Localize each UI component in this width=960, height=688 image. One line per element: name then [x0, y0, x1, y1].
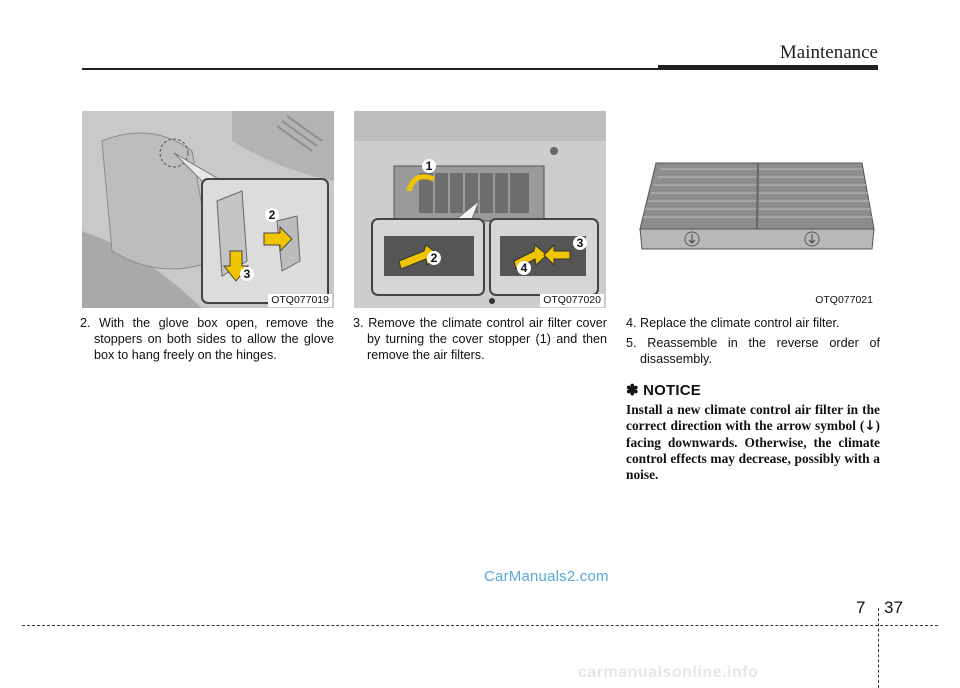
callout-2: 2	[268, 208, 276, 222]
column-step-2	[80, 315, 334, 367]
step-4: 4. Replace the climate control air filter.	[626, 316, 840, 330]
notice-text-start: Install a new climate control air filter in the correct direction with the arrow symbol (	[626, 402, 880, 433]
header-rule-accent	[658, 65, 878, 70]
callout-3b: 3	[576, 236, 584, 250]
step-5: 5. Reassemble in the reverse order of disassembly.	[626, 336, 880, 366]
figure-code: OTQ077020	[540, 294, 604, 307]
notice-body	[626, 402, 880, 483]
air-filter-illustration	[626, 111, 878, 308]
figure-air-filter	[626, 111, 878, 308]
page-chapter: 7	[856, 598, 866, 617]
callout-2b: 2	[430, 251, 438, 265]
arrow-down-icon: ↓	[864, 419, 876, 434]
footer-rule	[22, 625, 938, 626]
callout-3: 3	[243, 267, 251, 281]
column-step-4-5	[626, 315, 880, 483]
section-title: Maintenance	[779, 42, 878, 63]
footer-divider	[878, 608, 879, 688]
callout-1: 1	[425, 159, 433, 173]
filter-cover-illustration	[354, 111, 606, 308]
step-3: 3. Remove the climate control air filter cover by turning the cover stopper (1) and then remove the air filters.	[353, 316, 607, 362]
figure-filter-cover	[354, 111, 606, 308]
footer-site-link[interactable]: carmanualsonline.info	[578, 664, 759, 681]
notice-title: ✽ NOTICE	[626, 382, 702, 399]
figure-code: OTQ077019	[268, 294, 332, 307]
glove-box-illustration	[82, 111, 334, 308]
step-2: 2. With the glove box open, remove the stoppers on both sides to allow the glove box to hang freely on the hinges.	[80, 316, 334, 362]
watermark-link[interactable]: CarManuals2.com	[484, 568, 609, 585]
column-step-3	[353, 315, 607, 367]
callout-4: 4	[520, 261, 528, 275]
figure-glove-box	[82, 111, 334, 308]
page-number: 37	[884, 598, 903, 617]
notice-text-end: ) facing downwards. Otherwise, the climate control effects may decrease, possibly with a noise.	[626, 418, 880, 482]
figure-code: OTQ077021	[812, 294, 876, 307]
